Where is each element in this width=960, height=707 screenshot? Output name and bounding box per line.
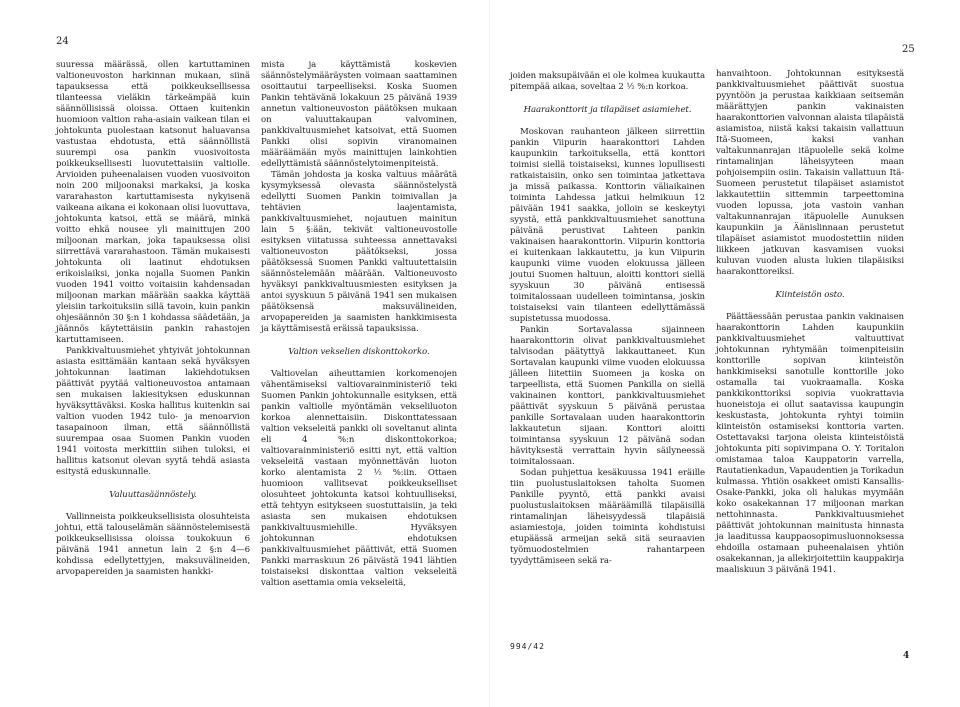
section-heading: Valtion vekselien diskonttokorko. xyxy=(288,347,430,357)
text-column-3 xyxy=(510,71,705,567)
page-number-left: 24 xyxy=(56,36,69,47)
paragraph: Sodan puhjettua kesäkuussa 1941 eräille tiin puolustuslaitoksen taholta Suomen Pankille pyyntö, että pankki avaisi puolustuslaitoksen määräämillä tilapäisillä rintamalinjan läheisyydessä tilapäisiä asiamiestoja, joiden toiminta kohdistuisi etupäässä armeijan sekä sitä seuraavien työmuodostelmien rahantarpeen tyydyttämiseen sekä ra- xyxy=(510,468,705,566)
text-column-4 xyxy=(716,69,904,576)
paragraph: mista ja käyttämistä koskevien säännöstelymääräysten voimaan saattaminen osoittautui tarpeelliseksi. Koska Suomen Pankin tehtävänä lokakuun 25 päivänä 1939 annetun valtioneuvoston päätöksen mukaan on valuuttakaupan valvominen, pankkivaltuusmiehet katsoivat, että Suomen Pankki olisi sopivin viranomainen määräämään myös mainittujen lainkohtien edellyttämistä säännöstelytoimenpiteistä. xyxy=(261,60,457,169)
paragraph: Vallinneista poikkeuksellisista olosuhteista johtui, että talouselämän säännöstelemisestä poikkeuksellisissa oloissa toukokuun 6 päivänä 1941 annetun lain 2 §:n 4—6 kohdissa edellytettyjen, maksuvälineiden, arvopapereiden ja saamisten hankki- xyxy=(56,512,250,577)
page-number-right: 25 xyxy=(902,44,915,55)
paragraph: hanvaihtoon. Johtokunnan esityksestä pankkivaltuusmiehet päättivät suostua pyyntöön ja perustaa kaikkiaan seitsemän määrättyjen pankin vakinaisten haarakonttorien valvonnan alaista tilapäistä asiamistoa, niistä kaksi takaisin vallattuun Itä-Suomeen, kaksi vanhan valtakunnanrajan itäpuolelle sekä kolme rintamalinjan läheisyyteen maan pohjoisempiin osiin. Takaisin vallattuun Itä-Suomeen perustetut tilapäiset asiamistot lakkautettiin sittemmin tarpeettomina vuoden lopussa, jota vastoin vanhan valtakunnanrajan itäpuolelle Aunuksen kaupunkiin ja Äänislinnaan perustetut tilapäiset asiamistot muodostettiin niiden liikkeen jatkuvan kasvamisen vuoksi kuluvan vuoden alusta lukien tilapäisiksi haarakonttoreiksi. xyxy=(716,69,904,277)
paragraph: Valtiovelan aiheuttamien korkomenojen vähentämiseksi valtiovarainministeriö teki Suomen Pankin johtokunnalle esityksen, että pankin valtiolle myöntämän vekseliluoton korkoa alennettaisiin. Diskonttatessaan valtion vekseleitä pankki oli soveltanut alinta eli 4 %:n diskonttokorkoa; valtiovarainministeriö esitti nyt, että valtion vekseleitä vastaan myönnettävän luoton korko alentamista 2 ½ %:iin. Ottaen huomioon vallitsevat poikkeukselliset olosuhteet johtokunta katsoi kohtuulliseksi, että tehtyyn esitykseen suostuttaisiin, ja teki asiasta sen mukaisen ehdotuksen pankkivaltuusmiehille. Hyväksyen johtokunnan ehdotuksen pankkivaltuusmiehet päättivät, että Suomen Pankki marraskuun 26 päivästä 1941 lähtien toistaiseksi diskonttaa valtion vekseleitä valtion asettamia omia vekseleitä, xyxy=(261,369,457,588)
section-heading: Kiinteistön osto. xyxy=(775,290,845,300)
paragraph: Pankin Sortavalassa sijainneen haarakonttorin olivat pankkivaltuusmiehet talvisodan päätyttyä lakkauttaneet. Kun Sortavalan kaupunki viime vuoden elokuussa jälleen liitettiin Suomeen ja koska on tarpeellista, että Suomen Pankilla on siellä vakinainen konttori, pankkivaltuusmiehet päättivät syyskuun 5 päivänä perustaa pankille Sortavalaan uuden haarakonttorin lakkautetun sijaan. Konttori aloitti toimintansa syyskuun 12 päivänä sodan hävityksestä verrattain hyvin säilyneessä toimitalossaan. xyxy=(510,325,705,467)
print-signature-code: 994/42 xyxy=(510,642,545,651)
section-heading: Valuuttasäännöstely. xyxy=(109,490,197,500)
paragraph: Tämän johdosta ja koska valtuus määrätä kysymyksessä olevasta säännöstelystä edellytti Suomen Pankin toimivallan ja tehtävien laajentamista, pankkivaltuusmiehet, nojautuen mainitun lain 5 §:ään, tekivät valtioneuvostolle esityksen viitatussa suhteessa annettavaksi valtioneuvoston päätökseksi, jossa päätöksessä Suomen Pankki valtuutettaisiin säännöstelemään määrään. Valtioneuvosto hyväksyi pankkivaltuusmiesten esityksen ja antoi syyskuun 5 päivänä 1941 sen mukaisen päätöksensä maksuvälineiden, arvopapereiden ja saamisten hankkimisesta ja käyttämisestä eräissä tapauksissa. xyxy=(261,170,457,334)
paragraph: Pankkivaltuusmiehet yhtyivät johtokunnan asiasta esittämään kantaan sekä hyväksyen johtokunnan laatiman lakiehdotuksen päättivät pyytää valtioneuvostoa antamaan sen mukaisen lakiesityksen eduskunnan hyväksyttäväksi. Koska hallitus kuitenkin sai valtion vuoden 1942 tulo- ja menoarvion tasapainoon ilman, että säännöllistä suurempaa osaa Suomen Pankin vuoden 1941 voitosta merkittiin siihen tuloksi, ei hallitus katsonut olevan syytä tehdä asiasta esitystä eduskunnalle. xyxy=(56,346,250,477)
sheet-number: 4 xyxy=(903,651,910,661)
paragraph: suuressa määrässä, ollen kartuttaminen valtioneuvoston harkinnan mukaan, siinä tapauksessa että poikkeuksellisessa tilanteessa vieläkin tärkeämpää kuin säännöllisissä oloissa. Ottaen kuitenkin huomioon valtion raha-asiain vaikean tilan ei johtokunta puolestaan katsonut haluavansa vastustaa ehdotusta, että säännöllistä suurempi osa pankin vuosivoitosta poikkeuksellisesti luovutettaisiin valtiolle. Arvioiden puheenalaisen vuoden vuosivoiton noin 200 miljoonaksi markaksi, ja koska vararahaston kartuttamisesta nykyisenä vaikeana aikana ei kokonaan olisi luovuttava, johtokunta katsoi, että se määrä, minkä voitto ehkä nousee yli mainittujen 200 miljoonan markan, joka tapauksessa olisi siirrettävä vararahastoon. Tämän mukaisesti johtokunta oli laatinut ehdotuksen erikoislaiksi, jonka nojalla Suomen Pankin vuoden 1941 voitto voitaisiin kahdensadan miljoonan markan määrään saakka käyttää yleisiin tarkoituksiin sillä tavoin, kuin pankin ohjesäännön 30 §:n 1 kohdassa säädetään, ja jäännös käytettäisiin pankin rahastojen kartuttamiseen. xyxy=(56,60,250,345)
paragraph: Päättäessään perustaa pankin vakinaisen haarakonttorin Lahden kaupunkiin pankkivaltuusmiehet valtuuttivat johtokunnan ryhtymään toimenpiteisiin konttorille sopivan kiinteistön hankkimiseksi sanotulle konttorille joko ostamalla tai vuokraamalla. Koska pankkikonttoriksi sopivia vuokrattavia huoneistoja ei ollut saatavissa kaupungin keskustasta, johtokunta ryhtyi toimiin kiinteistön ostamiseksi konttoria varten. Ostettavaksi tarjona oleista kiinteistöistä johtokunta piti sopivimpana O. Y. Toritalon omistamaa taloa Kauppatorin varrella, Rautatienkadun, Vapaudentien ja Torikadun kulmassa. Yhtiön osakkeet omisti Kansallis-Osake-Pankki, joka oli halukas myymään koko osakekannan 17 miljoonan markan nettohinnasta. Pankkivaltuusmiehet päättivät johtokunnan mainitusta hinnasta ja laaditussa kauppaosopimusluonnoksessa ehdoilla ostamaan puheenalaisen yhtiön osakekannan, ja allekirjoitettiin kauppakirja maaliskuun 3 päivänä 1941. xyxy=(716,312,904,575)
paragraph: joiden maksupäivään ei ole kolmea kuukautta pitempää aikaa, soveltaa 2 ½ %:n korkoa. xyxy=(510,71,706,92)
paragraph: Moskovan rauhanteon jälkeen siirrettiin pankin Viipurin haarakonttori Lahden kaupunkiin tarkoituksella, että konttori toimisi siellä toistaiseksi, kunnes lopullisesti ratkaistaisiin, onko sen toimintaa jatkettava ja missä paikassa. Konttorin väliaikainen toiminta Lahdessa jatkui helmikuun 12 päivään 1941 saakka, jolloin se keskeytyi syystä, että pankkivaltuusmiehet sanottuna päivänä perustivat Lahteen pankin vakinaisen haarakonttorin. Viipurin konttoria ei kuitenkaan lakkautettu, ja kun Viipurin kaupunki viime vuoden elokuussa jälleen joutui Suomen haltuun, aloitti konttori siellä syyskuun 30 päivänä entisessä toimitalossaan uudelleen toimintansa, joskin toistaiseksi vain tilanteen edellyttämässä supistetussa muodossa. xyxy=(510,127,705,324)
text-column-2 xyxy=(261,60,457,589)
text-column-1 xyxy=(56,60,250,578)
section-heading: Haarakonttorit ja tilapäiset asiamiehet. xyxy=(523,105,692,115)
